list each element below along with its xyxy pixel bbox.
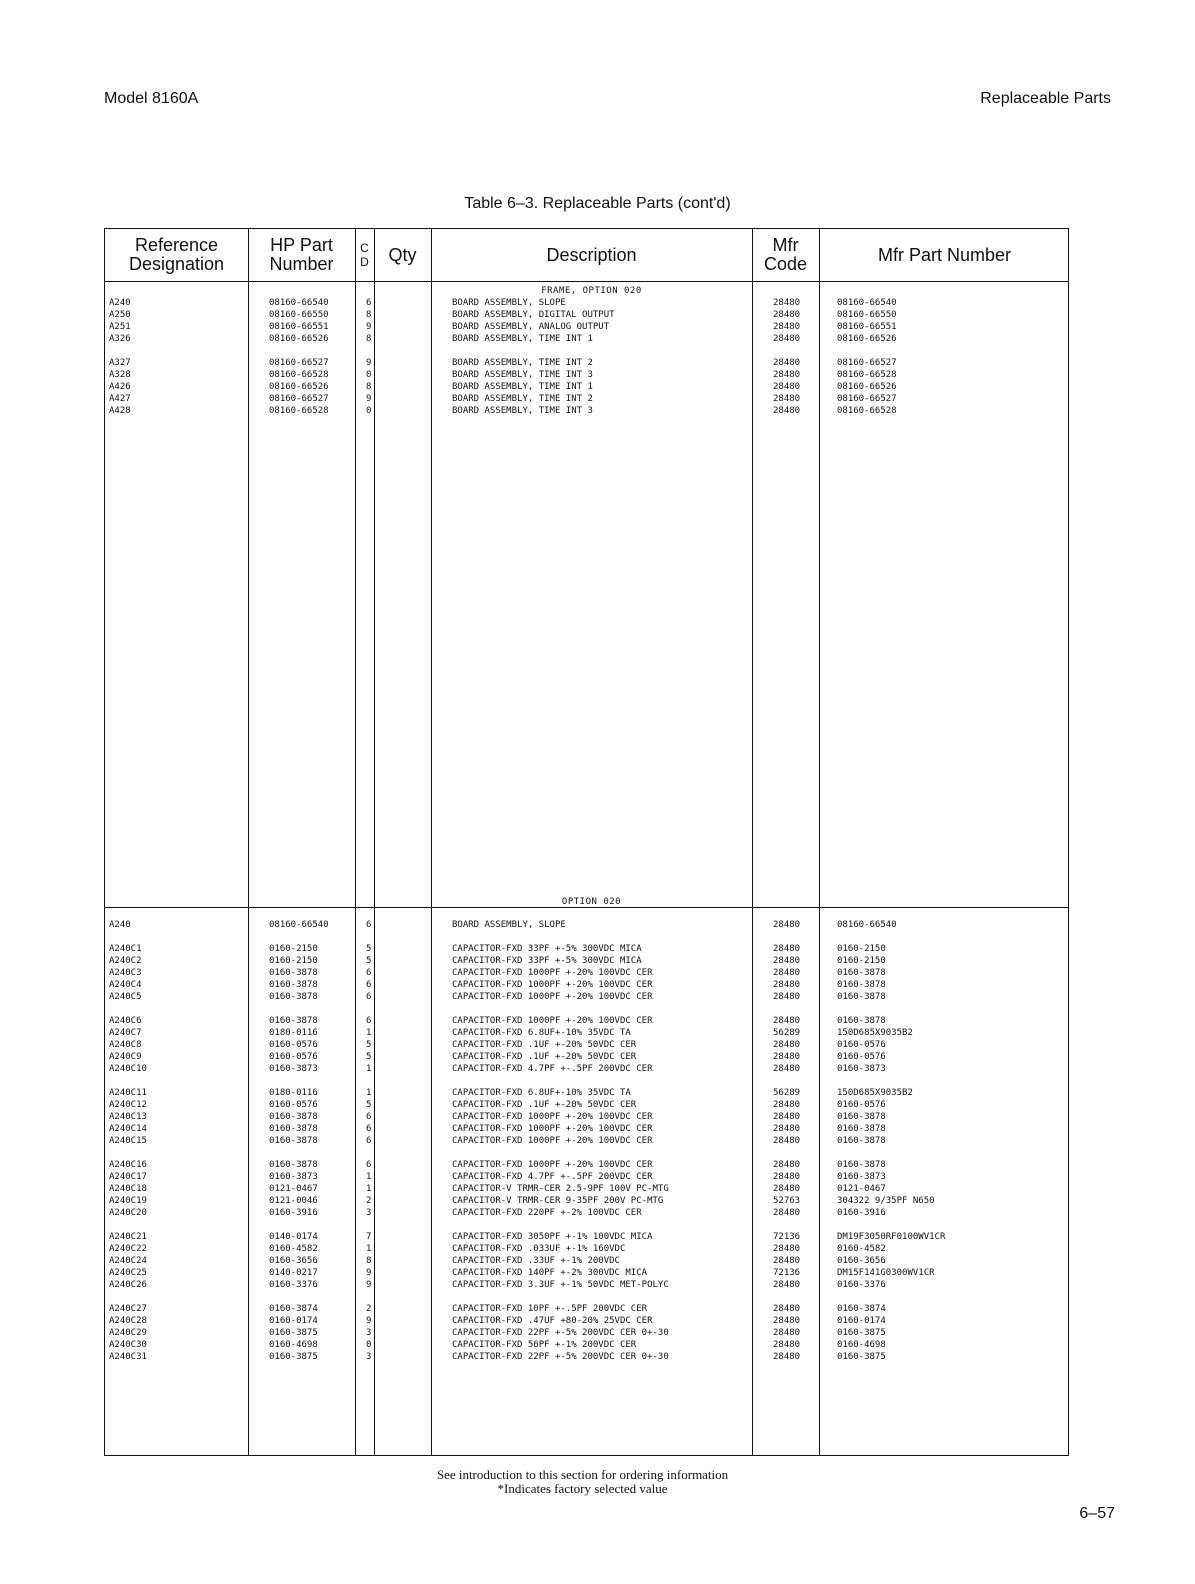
mfr-part-cell: 0160-3873 (837, 1172, 886, 1182)
mfr-code-cell: 28480 (773, 1100, 801, 1110)
description-cell: CAPACITOR-FXD 140PF +-2% 300VDC MICA (452, 1268, 648, 1278)
cd-cell: 6 (366, 1136, 372, 1146)
table-row (105, 1027, 1068, 1039)
col-hp-heading: HP Part Number (269, 235, 334, 274)
table-row (105, 967, 1068, 979)
table-row (105, 1351, 1068, 1363)
mfr-code-cell: 28480 (773, 406, 801, 416)
section-rule (105, 907, 1068, 908)
ref-cell: A427 (109, 394, 131, 404)
table-row (105, 369, 1068, 381)
ref-cell: A240C5 (109, 992, 142, 1002)
hp-part-cell: 08160-66527 (269, 358, 329, 368)
cd-cell: 0 (366, 370, 372, 380)
hp-part-cell: 0180-0116 (269, 1028, 318, 1038)
mfr-part-cell: 0160-2150 (837, 956, 886, 966)
hp-part-cell: 0160-3878 (269, 1136, 318, 1146)
cd-cell: 5 (366, 1100, 372, 1110)
ref-cell: A250 (109, 310, 131, 320)
table-row (105, 405, 1068, 417)
mfr-part-cell: 150D685X9035B2 (837, 1028, 913, 1038)
mfr-part-cell: 0160-3878 (837, 980, 886, 990)
mfr-part-cell: 0160-3878 (837, 1160, 886, 1170)
description-cell: BOARD ASSEMBLY, SLOPE (452, 920, 566, 930)
mfr-part-cell: 08160-66527 (837, 394, 897, 404)
mfr-part-cell: 08160-66526 (837, 382, 897, 392)
description-cell: CAPACITOR-FXD 1000PF +-20% 100VDC CER (452, 1160, 653, 1170)
ref-cell: A240C7 (109, 1028, 142, 1038)
table-row (105, 1231, 1068, 1243)
header-rule (105, 281, 1068, 282)
mfr-part-cell: 0160-3878 (837, 968, 886, 978)
description-cell: CAPACITOR-FXD 22PF +-5% 200VDC CER 0+-30 (452, 1352, 669, 1362)
mfr-part-cell: 0160-3875 (837, 1352, 886, 1362)
table-row (105, 991, 1068, 1003)
ref-cell: A240 (109, 920, 131, 930)
mfr-part-cell: 08160-66528 (837, 370, 897, 380)
ref-cell: A240C15 (109, 1136, 147, 1146)
cd-cell: 6 (366, 920, 372, 930)
col-ref-heading: Reference Designation (128, 235, 225, 274)
description-cell: CAPACITOR-FXD 1000PF +-20% 100VDC CER (452, 1112, 653, 1122)
description-cell: CAPACITOR-FXD .1UF +-20% 50VDC CER (452, 1040, 637, 1050)
mfr-code-cell: 72136 (773, 1232, 801, 1242)
cd-cell: 9 (366, 1280, 372, 1290)
mfr-code-cell: 28480 (773, 956, 801, 966)
col-cd-heading: C D (360, 241, 369, 269)
description-cell: CAPACITOR-FXD 22PF +-5% 200VDC CER 0+-30 (452, 1328, 669, 1338)
hp-part-cell: 0160-3878 (269, 980, 318, 990)
cd-cell: 3 (366, 1352, 372, 1362)
mfr-code-cell: 28480 (773, 1052, 801, 1062)
mfr-part-cell: 0160-4698 (837, 1340, 886, 1350)
mfr-part-cell: 0160-3878 (837, 1136, 886, 1146)
mfr-part-cell: DM15F141G0300WV1CR (837, 1268, 935, 1278)
mfr-code-cell: 28480 (773, 310, 801, 320)
hp-part-cell: 0160-0576 (269, 1040, 318, 1050)
description-cell: CAPACITOR-FXD 1000PF +-20% 100VDC CER (452, 992, 653, 1002)
model-header: Model 8160A (104, 90, 199, 107)
description-cell: CAPACITOR-FXD 1000PF +-20% 100VDC CER (452, 980, 653, 990)
ref-cell: A240C14 (109, 1124, 147, 1134)
cd-cell: 6 (366, 298, 372, 308)
cd-cell: 9 (366, 322, 372, 332)
table-row (105, 1267, 1068, 1279)
cd-cell: 5 (366, 1052, 372, 1062)
table-row (105, 1255, 1068, 1267)
cd-cell: 8 (366, 1256, 372, 1266)
description-cell: BOARD ASSEMBLY, TIME INT 2 (452, 358, 593, 368)
ref-cell: A328 (109, 370, 131, 380)
hp-part-cell: 08160-66540 (269, 920, 329, 930)
table-row (105, 1243, 1068, 1255)
mfr-code-cell: 28480 (773, 1184, 801, 1194)
table-row (105, 955, 1068, 967)
hp-part-cell: 08160-66540 (269, 298, 329, 308)
table-row (105, 1123, 1068, 1135)
cd-cell: 6 (366, 980, 372, 990)
hp-part-cell: 08160-66526 (269, 382, 329, 392)
ref-cell: A240C30 (109, 1340, 147, 1350)
hp-part-cell: 08160-66528 (269, 406, 329, 416)
cd-cell: 1 (366, 1184, 372, 1194)
hp-part-cell: 08160-66550 (269, 310, 329, 320)
mfr-part-cell: 0160-0576 (837, 1040, 886, 1050)
cd-cell: 5 (366, 956, 372, 966)
mfr-code-cell: 28480 (773, 1244, 801, 1254)
description-cell: CAPACITOR-FXD 1000PF +-20% 100VDC CER (452, 1124, 653, 1134)
cd-cell: 6 (366, 968, 372, 978)
table-row (105, 309, 1068, 321)
mfr-part-cell: 0160-0576 (837, 1052, 886, 1062)
ref-cell: A240C28 (109, 1316, 147, 1326)
mfr-part-cell: 0160-3878 (837, 1112, 886, 1122)
mfr-part-cell: 150D685X9035B2 (837, 1088, 913, 1098)
hp-part-cell: 0160-2150 (269, 944, 318, 954)
mfr-code-cell: 28480 (773, 1328, 801, 1338)
description-cell: BOARD ASSEMBLY, TIME INT 1 (452, 334, 593, 344)
cd-cell: 9 (366, 394, 372, 404)
ref-cell: A240C17 (109, 1172, 147, 1182)
table-row (105, 1099, 1068, 1111)
mfr-part-cell: 0121-0467 (837, 1184, 886, 1194)
table-row (105, 1315, 1068, 1327)
cd-cell: 5 (366, 944, 372, 954)
cd-cell: 9 (366, 358, 372, 368)
table-row (105, 943, 1068, 955)
hp-part-cell: 0160-3874 (269, 1304, 318, 1314)
cd-cell: 9 (366, 1268, 372, 1278)
cd-cell: 1 (366, 1172, 372, 1182)
parts-table (104, 228, 1069, 1456)
mfr-part-cell: 08160-66540 (837, 298, 897, 308)
table-row (105, 919, 1068, 931)
section-header: Replaceable Parts (980, 90, 1111, 107)
ref-cell: A240C21 (109, 1232, 147, 1242)
ref-cell: A240 (109, 298, 131, 308)
mfr-code-cell: 28480 (773, 1064, 801, 1074)
mfr-code-cell: 28480 (773, 322, 801, 332)
mfr-code-cell: 28480 (773, 370, 801, 380)
mfr-code-cell: 28480 (773, 992, 801, 1002)
hp-part-cell: 08160-66527 (269, 394, 329, 404)
description-cell: CAPACITOR-FXD 10PF +-.5PF 200VDC CER (452, 1304, 648, 1314)
table-caption: Table 6–3. Replaceable Parts (cont'd) (464, 195, 731, 212)
ref-cell: A240C24 (109, 1256, 147, 1266)
ref-cell: A240C20 (109, 1208, 147, 1218)
mfr-part-cell: 0160-3874 (837, 1304, 886, 1314)
mfr-code-cell: 28480 (773, 1112, 801, 1122)
mfr-part-cell: 304322 9/35PF N650 (837, 1196, 935, 1206)
table-row (105, 1279, 1068, 1291)
hp-part-cell: 0160-0174 (269, 1316, 318, 1326)
ref-cell: A240C9 (109, 1052, 142, 1062)
description-cell: CAPACITOR-FXD 1000PF +-20% 100VDC CER (452, 1136, 653, 1146)
description-cell: CAPACITOR-FXD 1000PF +-20% 100VDC CER (452, 968, 653, 978)
hp-part-cell: 0160-4698 (269, 1340, 318, 1350)
mfr-part-cell: 0160-3873 (837, 1064, 886, 1074)
mfr-code-cell: 28480 (773, 334, 801, 344)
mfr-part-cell: 0160-3656 (837, 1256, 886, 1266)
mfr-code-cell: 28480 (773, 1340, 801, 1350)
cd-cell: 6 (366, 1124, 372, 1134)
description-cell: BOARD ASSEMBLY, ANALOG OUTPUT (452, 322, 610, 332)
table-row (105, 1039, 1068, 1051)
cd-cell: 7 (366, 1232, 372, 1242)
description-cell: BOARD ASSEMBLY, TIME INT 3 (452, 406, 593, 416)
table-row (105, 1015, 1068, 1027)
ref-cell: A240C22 (109, 1244, 147, 1254)
section-title: FRAME, OPTION 020 (541, 286, 642, 296)
description-cell: CAPACITOR-FXD .033UF +-1% 160VDC (452, 1244, 626, 1254)
ref-cell: A240C11 (109, 1088, 147, 1098)
mfr-part-cell: 0160-0174 (837, 1316, 886, 1326)
hp-part-cell: 0160-3878 (269, 1016, 318, 1026)
table-row (105, 1051, 1068, 1063)
mfr-code-cell: 28480 (773, 1172, 801, 1182)
mfr-code-cell: 28480 (773, 1136, 801, 1146)
mfr-code-cell: 28480 (773, 968, 801, 978)
table-row (105, 321, 1068, 333)
mfr-code-cell: 28480 (773, 1040, 801, 1050)
mfr-code-cell: 28480 (773, 358, 801, 368)
description-cell: BOARD ASSEMBLY, TIME INT 1 (452, 382, 593, 392)
table-row (105, 1195, 1068, 1207)
section-title: OPTION 020 (561, 897, 622, 907)
cd-cell: 6 (366, 992, 372, 1002)
description-cell: CAPACITOR-FXD .1UF +-20% 50VDC CER (452, 1052, 637, 1062)
mfr-part-cell: 08160-66540 (837, 920, 897, 930)
hp-part-cell: 0160-3916 (269, 1208, 318, 1218)
mfr-code-cell: 28480 (773, 298, 801, 308)
cd-cell: 9 (366, 1316, 372, 1326)
table-row (105, 1327, 1068, 1339)
ref-cell: A240C3 (109, 968, 142, 978)
table-row (105, 381, 1068, 393)
mfr-code-cell: 56289 (773, 1088, 801, 1098)
description-cell: CAPACITOR-FXD .1UF +-20% 50VDC CER (452, 1100, 637, 1110)
description-cell: BOARD ASSEMBLY, SLOPE (452, 298, 566, 308)
mfr-part-cell: 0160-3875 (837, 1328, 886, 1338)
description-cell: CAPACITOR-FXD 6.8UF+-10% 35VDC TA (452, 1028, 631, 1038)
hp-part-cell: 0160-3656 (269, 1256, 318, 1266)
description-cell: CAPACITOR-FXD 3050PF +-1% 100VDC MICA (452, 1232, 653, 1242)
ref-cell: A240C19 (109, 1196, 147, 1206)
description-cell: BOARD ASSEMBLY, DIGITAL OUTPUT (452, 310, 615, 320)
mfr-part-cell: 08160-66526 (837, 334, 897, 344)
ref-cell: A428 (109, 406, 131, 416)
ref-cell: A240C12 (109, 1100, 147, 1110)
ref-cell: A240C1 (109, 944, 142, 954)
ref-cell: A240C27 (109, 1304, 147, 1314)
hp-part-cell: 0160-3878 (269, 968, 318, 978)
mfr-part-cell: 0160-0576 (837, 1100, 886, 1110)
table-row (105, 333, 1068, 345)
mfr-code-cell: 28480 (773, 1016, 801, 1026)
hp-part-cell: 0160-2150 (269, 956, 318, 966)
cd-cell: 6 (366, 1016, 372, 1026)
description-cell: CAPACITOR-FXD 6.8UF+-10% 35VDC TA (452, 1088, 631, 1098)
hp-part-cell: 0160-3878 (269, 1124, 318, 1134)
ref-cell: A326 (109, 334, 131, 344)
mfr-part-cell: 0160-3376 (837, 1280, 886, 1290)
hp-part-cell: 0160-4582 (269, 1244, 318, 1254)
ref-cell: A240C13 (109, 1112, 147, 1122)
hp-part-cell: 0160-3875 (269, 1352, 318, 1362)
description-cell: CAPACITOR-FXD 3.3UF +-1% 50VDC MET-POLYC (452, 1280, 669, 1290)
mfr-part-cell: DM19F3050RF0100WV1CR (837, 1232, 946, 1242)
mfr-part-cell: 08160-66527 (837, 358, 897, 368)
cd-cell: 6 (366, 1160, 372, 1170)
hp-part-cell: 0160-0576 (269, 1100, 318, 1110)
cd-cell: 1 (366, 1028, 372, 1038)
mfr-code-cell: 28480 (773, 1316, 801, 1326)
mfr-code-cell: 28480 (773, 980, 801, 990)
ref-cell: A240C4 (109, 980, 142, 990)
ref-cell: A240C18 (109, 1184, 147, 1194)
description-cell: CAPACITOR-FXD 4.7PF +-.5PF 200VDC CER (452, 1172, 653, 1182)
mfr-code-cell: 28480 (773, 1352, 801, 1362)
mfr-code-cell: 56289 (773, 1028, 801, 1038)
table-row (105, 357, 1068, 369)
cd-cell: 3 (366, 1328, 372, 1338)
cd-cell: 3 (366, 1208, 372, 1218)
description-cell: CAPACITOR-FXD 4.7PF +-.5PF 200VDC CER (452, 1064, 653, 1074)
cd-cell: 1 (366, 1064, 372, 1074)
mfr-part-cell: 0160-2150 (837, 944, 886, 954)
ref-cell: A240C2 (109, 956, 142, 966)
mfr-code-cell: 28480 (773, 394, 801, 404)
table-row (105, 979, 1068, 991)
table-row (105, 1135, 1068, 1147)
col-qty-heading: Qty (388, 244, 417, 265)
cd-cell: 8 (366, 334, 372, 344)
hp-part-cell: 0121-0046 (269, 1196, 318, 1206)
hp-part-cell: 08160-66528 (269, 370, 329, 380)
table-row (105, 1207, 1068, 1219)
page-number: 6–57 (1079, 1505, 1115, 1522)
table-row (105, 393, 1068, 405)
mfr-part-cell: 0160-4582 (837, 1244, 886, 1254)
hp-part-cell: 0160-3878 (269, 1160, 318, 1170)
ref-cell: A240C31 (109, 1352, 147, 1362)
hp-part-cell: 0121-0467 (269, 1184, 318, 1194)
ref-cell: A327 (109, 358, 131, 368)
table-row (105, 1339, 1068, 1351)
ref-cell: A251 (109, 322, 131, 332)
hp-part-cell: 0160-3873 (269, 1064, 318, 1074)
col-mpn-heading: Mfr Part Number (877, 244, 1012, 265)
ref-cell: A240C16 (109, 1160, 147, 1170)
description-cell: CAPACITOR-V TRMR-CER 2.5-9PF 100V PC-MTG (452, 1184, 669, 1194)
table-row (105, 1111, 1068, 1123)
mfr-part-cell: 08160-66550 (837, 310, 897, 320)
mfr-code-cell: 28480 (773, 1208, 801, 1218)
cd-cell: 0 (366, 406, 372, 416)
cd-cell: 8 (366, 310, 372, 320)
mfr-code-cell: 72136 (773, 1268, 801, 1278)
col-mfr-heading: Mfr Code (763, 235, 808, 274)
hp-part-cell: 08160-66551 (269, 322, 329, 332)
mfr-code-cell: 28480 (773, 1304, 801, 1314)
mfr-part-cell: 0160-3916 (837, 1208, 886, 1218)
cd-cell: 5 (366, 1040, 372, 1050)
mfr-code-cell: 28480 (773, 382, 801, 392)
ref-cell: A426 (109, 382, 131, 392)
hp-part-cell: 08160-66526 (269, 334, 329, 344)
mfr-code-cell: 52763 (773, 1196, 801, 1206)
mfr-code-cell: 28480 (773, 1280, 801, 1290)
table-row (105, 1303, 1068, 1315)
description-cell: BOARD ASSEMBLY, TIME INT 2 (452, 394, 593, 404)
col-desc-heading: Description (546, 244, 637, 265)
footer-note: See introduction to this section for ordering information (436, 1467, 729, 1482)
ref-cell: A240C26 (109, 1280, 147, 1290)
hp-part-cell: 0160-3873 (269, 1172, 318, 1182)
mfr-code-cell: 28480 (773, 1256, 801, 1266)
cd-cell: 0 (366, 1340, 372, 1350)
table-row (105, 1171, 1068, 1183)
mfr-code-cell: 28480 (773, 1160, 801, 1170)
table-row (105, 1063, 1068, 1075)
description-cell: CAPACITOR-FXD 56PF +-1% 200VDC CER (452, 1340, 637, 1350)
footer-note: *Indicates factory selected value (497, 1481, 668, 1496)
hp-part-cell: 0160-3376 (269, 1280, 318, 1290)
table-row (105, 1183, 1068, 1195)
table-row (105, 1159, 1068, 1171)
cd-cell: 1 (366, 1088, 372, 1098)
table-row (105, 1087, 1068, 1099)
description-cell: CAPACITOR-FXD 1000PF +-20% 100VDC CER (452, 1016, 653, 1026)
mfr-part-cell: 0160-3878 (837, 1016, 886, 1026)
ref-cell: A240C10 (109, 1064, 147, 1074)
cd-cell: 6 (366, 1112, 372, 1122)
cd-cell: 1 (366, 1244, 372, 1254)
mfr-code-cell: 28480 (773, 920, 801, 930)
cd-cell: 8 (366, 382, 372, 392)
mfr-code-cell: 28480 (773, 1124, 801, 1134)
cd-cell: 2 (366, 1196, 372, 1206)
cd-cell: 2 (366, 1304, 372, 1314)
description-cell: BOARD ASSEMBLY, TIME INT 3 (452, 370, 593, 380)
hp-part-cell: 0160-3875 (269, 1328, 318, 1338)
hp-part-cell: 0140-0217 (269, 1268, 318, 1278)
hp-part-cell: 0160-0576 (269, 1052, 318, 1062)
hp-part-cell: 0160-3878 (269, 992, 318, 1002)
hp-part-cell: 0160-3878 (269, 1112, 318, 1122)
description-cell: CAPACITOR-V TRMR-CER 9-35PF 200V PC-MTG (452, 1196, 664, 1206)
mfr-code-cell: 28480 (773, 944, 801, 954)
ref-cell: A240C8 (109, 1040, 142, 1050)
description-cell: CAPACITOR-FXD 220PF +-2% 100VDC CER (452, 1208, 642, 1218)
ref-cell: A240C6 (109, 1016, 142, 1026)
mfr-part-cell: 0160-3878 (837, 1124, 886, 1134)
hp-part-cell: 0180-0116 (269, 1088, 318, 1098)
hp-part-cell: 0140-0174 (269, 1232, 318, 1242)
description-cell: CAPACITOR-FXD 33PF +-5% 300VDC MICA (452, 956, 642, 966)
mfr-part-cell: 08160-66528 (837, 406, 897, 416)
description-cell: CAPACITOR-FXD .47UF +80-20% 25VDC CER (452, 1316, 653, 1326)
description-cell: CAPACITOR-FXD 33PF +-5% 300VDC MICA (452, 944, 642, 954)
mfr-part-cell: 08160-66551 (837, 322, 897, 332)
description-cell: CAPACITOR-FXD .33UF +-1% 200VDC (452, 1256, 620, 1266)
ref-cell: A240C25 (109, 1268, 147, 1278)
table-row (105, 297, 1068, 309)
ref-cell: A240C29 (109, 1328, 147, 1338)
mfr-part-cell: 0160-3878 (837, 992, 886, 1002)
